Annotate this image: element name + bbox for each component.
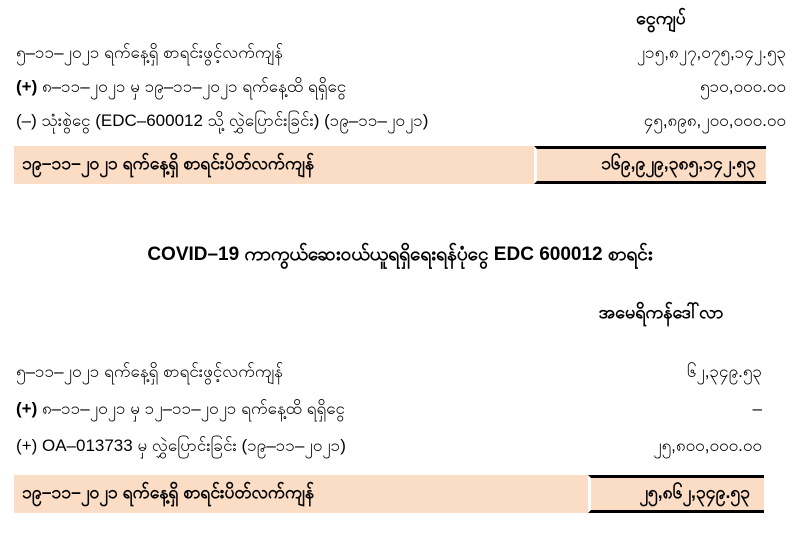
- row-value: ၅၁၀,၀၀၀.၀၀: [700, 77, 786, 96]
- row-transfer-in-usd: [14, 432, 786, 459]
- row-text: ၈–၁၁–၂၀၂၁ မှ ၁၂–၁၁–၂၀၂၁ ရက်နေ့ထိ ရရှိငွေ: [37, 399, 345, 418]
- currency-header-kyat: ငွေကျပ်: [636, 8, 686, 28]
- closing-balance-row-kyat: [14, 146, 766, 184]
- row-opening-balance-usd: [14, 358, 786, 385]
- row-value: ၂၁၅,၈၂၇,၀၇၅,၁၄၂.၅၃: [636, 43, 786, 62]
- closing-balance-label: ၁၉–၁၁–၂၀၂၁ ရက်နေ့ရှိ စာရင်းပိတ်လက်ကျန်: [22, 153, 314, 173]
- row-label: [14, 107, 536, 134]
- row-received-usd: [14, 395, 786, 422]
- row-value: ၂၅,၈၀၀,၀၀၀.၀၀: [653, 436, 762, 455]
- row-label: [14, 432, 536, 459]
- row-value: ၆၂,၃၄၉.၅၃: [686, 362, 762, 381]
- row-prefix: (+): [16, 399, 38, 418]
- closing-balance-row-usd: [14, 475, 764, 513]
- row-text: ၅–၁၁–၂၀၂၁ ရက်နေ့ရှိ စာရင်းဖွင့်လက်ကျန်: [16, 362, 283, 381]
- row-value-dash: –: [752, 399, 762, 418]
- row-label: [14, 358, 536, 385]
- kyat-account-section: [14, 4, 786, 184]
- row-text: (+) OA–013733 မှ လွှဲပြောင်းခြင်း (၁၉–၁၁–၂၀၂၁): [16, 436, 346, 455]
- row-opening-balance-kyat: [14, 39, 786, 66]
- closing-balance-value-cell: [534, 146, 766, 184]
- row-text: ၈–၁၁–၂၀၂၁ မှ ၁၉–၁၁–၂၀၂၁ ရက်နေ့ထိ ရရှိငွေ: [37, 77, 347, 96]
- usd-fund-section-title: COVID–19 ကာကွယ်ဆေးဝယ်ယူရရှိရေးရန်ပုံငွေ EDC 600012 စာရင်း: [147, 244, 653, 265]
- closing-balance-value-cell: [588, 475, 764, 513]
- row-value: ၄၅,၈၉၈,၂၀၀,၀၀၀.၀၀: [643, 111, 786, 130]
- row-received-kyat: [14, 73, 786, 100]
- row-label: [14, 395, 536, 422]
- currency-header-usd: အမေရိကန်ဒေါ်လာ: [598, 302, 724, 322]
- closing-balance-label: ၁၉–၁၁–၂၀၂၁ ရက်နေ့ရှိ စာရင်းပိတ်လက်ကျန်: [22, 482, 314, 502]
- usd-rows: [14, 358, 786, 459]
- row-prefix: (+): [16, 77, 38, 96]
- usd-fund-account-section: [14, 240, 786, 513]
- row-text: (–) သုံးစွဲငွေ (EDC–600012 သို့ လွှဲပြောင်းခြင်း) (၁၉–၁၁–၂၀၂၁): [16, 111, 429, 130]
- row-spent-transfer-kyat: [14, 107, 786, 134]
- row-text: ၅–၁၁–၂၀၂၁ ရက်နေ့ရှိ စာရင်းဖွင့်လက်ကျန်: [16, 43, 283, 62]
- row-label: [14, 73, 536, 100]
- row-label: [14, 39, 536, 66]
- closing-balance-value: ၂၅,၈၆၂,၃၄၉.၅၃: [639, 482, 750, 502]
- closing-balance-value: ၁၆၉,၉၂၉,၃၈၅,၁၄၂.၅၃: [601, 153, 756, 173]
